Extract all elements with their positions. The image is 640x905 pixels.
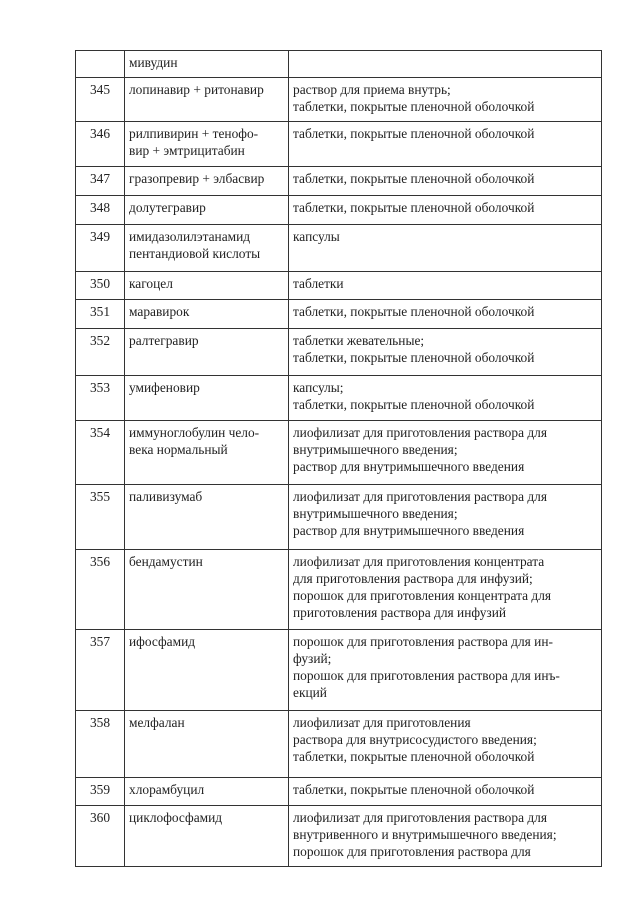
row-number: 358 [76,711,125,778]
row-number: 348 [76,196,125,225]
row-number: 353 [76,376,125,421]
row-number: 349 [76,225,125,272]
table-row [76,272,602,300]
table-row [76,300,602,329]
table-row [76,711,602,778]
drug-name: паливизумаб [125,485,289,550]
table-row [76,329,602,376]
drug-name: бендамустин [125,550,289,630]
row-number: 351 [76,300,125,329]
row-number: 346 [76,122,125,167]
table-row [76,421,602,485]
table-row [76,167,602,196]
table-row [76,78,602,122]
dosage-form: таблетки, покрытые пленочной оболочкой [289,300,602,329]
row-number: 347 [76,167,125,196]
drug-name: иммуноглобулин чело- века нормальный [125,421,289,485]
drug-name: имидазолилэтанамид пентандиовой кислоты [125,225,289,272]
dosage-form: капсулы; таблетки, покрытые пленочной оболочкой [289,376,602,421]
drug-name: ифосфамид [125,630,289,711]
drug-name: гразопревир + элбасвир [125,167,289,196]
drug-name: циклофосфамид [125,806,289,867]
row-number: 350 [76,272,125,300]
dosage-form: порошок для приготовления раствора для ин- фузий; порошок для приготовления раствора для инъ- екций [289,630,602,711]
row-number: 354 [76,421,125,485]
drug-name: мелфалан [125,711,289,778]
row-number: 352 [76,329,125,376]
dosage-form: таблетки, покрытые пленочной оболочкой [289,196,602,225]
table-body [76,51,602,867]
row-number [76,51,125,78]
row-number: 359 [76,778,125,806]
table-row [76,376,602,421]
drug-name: кагоцел [125,272,289,300]
drug-name: хлорамбуцил [125,778,289,806]
table-row [76,122,602,167]
drug-name: долутегравир [125,196,289,225]
dosage-form [289,51,602,78]
dosage-form: капсулы [289,225,602,272]
table-row [76,550,602,630]
dosage-form: лиофилизат для приготовления раствора для внутримышечного введения; раствор для внутримышечного введения [289,485,602,550]
medication-table [75,50,602,867]
row-number: 345 [76,78,125,122]
drug-name: лопинавир + ритонавир [125,78,289,122]
row-number: 356 [76,550,125,630]
row-number: 357 [76,630,125,711]
dosage-form: лиофилизат для приготовления раствора для внутрисосудистого введения; таблетки, покрытые пленочной оболочкой [289,711,602,778]
dosage-form: раствор для приема внутрь; таблетки, покрытые пленочной оболочкой [289,78,602,122]
drug-name: рилпивирин + тенофо- вир + эмтрицитабин [125,122,289,167]
table-row [76,778,602,806]
drug-name: мивудин [125,51,289,78]
dosage-form: таблетки, покрытые пленочной оболочкой [289,122,602,167]
dosage-form: таблетки жевательные; таблетки, покрытые пленочной оболочкой [289,329,602,376]
row-number: 360 [76,806,125,867]
drug-name: ралтегравир [125,329,289,376]
dosage-form: таблетки, покрытые пленочной оболочкой [289,778,602,806]
drug-name: маравирок [125,300,289,329]
table-row [76,51,602,78]
table-row [76,630,602,711]
table-row [76,225,602,272]
dosage-form: таблетки [289,272,602,300]
dosage-form: лиофилизат для приготовления концентрата для приготовления раствора для инфузий; порошок для приготовления концентрата для приготовления раствора для инфузий [289,550,602,630]
dosage-form: лиофилизат для приготовления раствора для внутривенного и внутримышечного введения; порошок для приготовления раствора для [289,806,602,867]
dosage-form: лиофилизат для приготовления раствора для внутримышечного введения; раствор для внутримышечного введения [289,421,602,485]
drug-name: умифеновир [125,376,289,421]
table-row [76,196,602,225]
dosage-form: таблетки, покрытые пленочной оболочкой [289,167,602,196]
table-row [76,485,602,550]
table-row [76,806,602,867]
row-number: 355 [76,485,125,550]
